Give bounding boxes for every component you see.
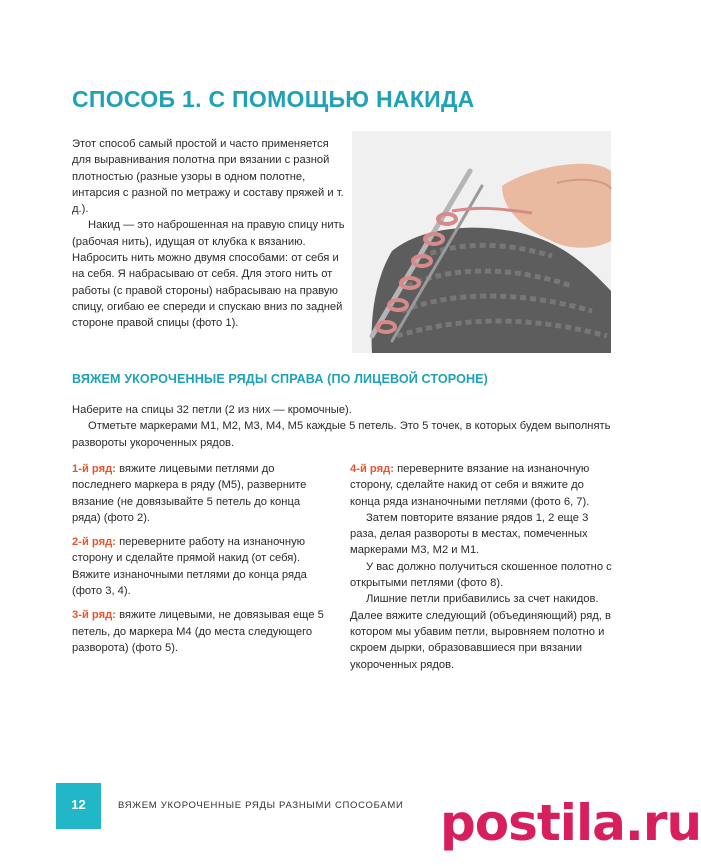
- row-instruction-2: [72, 534, 328, 599]
- intro-paragraph-1: Этот способ самый простой и часто применяется для выравнивания полотна при вязании с разной плотностью (разные узоры в одном полотне, интарсия с разной по метражу и составу пряжей и т. д.).: [72, 138, 344, 216]
- running-footer: ВЯЖЕМ УКОРОЧЕННЫЕ РЯДЫ РАЗНЫМИ СПОСОБАМИ: [118, 800, 404, 811]
- row-label: 4-й ряд:: [350, 463, 394, 475]
- right-paragraph-3: Лишние петли прибавились за счет накидов. Далее вяжите следующий (объединяющий) ряд, в котором мы убавим петли, выровняем полотно и скроем дырки, образовавшиеся при вязании укороченных рядов.: [350, 593, 611, 671]
- right-paragraph-2: У вас должно получиться скошенное полотно с открытыми петлями (фото 8).: [350, 560, 612, 590]
- row-label: 2-й ряд:: [72, 536, 116, 549]
- intro-paragraph-2: Накид — это наброшенная на правую спицу нить (рабочая нить), идущая от клубка к вязанию. Набросить нить можно двумя способами: от себя и на себя. Я набрасываю от себя. Для этого нить от работы (с правой стороны) набрасываю на правую спицу, огибаю ее спереди и спускаю вниз по задней стороне правой спицы (фото 1).: [72, 219, 345, 330]
- knitting-photo: [352, 131, 611, 353]
- row-text: вяжите лицевыми петлями до последнего маркера в ряду (М5), разверните вязание (не довязывайте 5 петель до конца ряда) (фото 2).: [72, 463, 307, 524]
- row-instruction-3: [72, 607, 328, 656]
- knitting-illustration: [352, 131, 611, 353]
- lead-text: [72, 402, 612, 451]
- watermark-logo: postila.ru: [440, 794, 701, 852]
- lead-paragraph-1: Наберите на спицы 32 петли (2 из них — кромочные).: [72, 404, 352, 416]
- lead-paragraph-2: Отметьте маркерами М1, М2, М3, М4, М5 каждые 5 петель. Это 5 точек, в которых будем выполнять развороты укороченных рядов.: [72, 420, 611, 449]
- row-text: переверните вязание на изнаночную сторону, сделайте накид от себя и вяжите до конца ряда изнаночными петлями (фото 6, 7).: [350, 463, 590, 508]
- right-paragraph-1: Затем повторите вязание рядов 1, 2 еще 3 раза, делая развороты в местах, помеченных маркерами М3, М2 и М1.: [350, 511, 589, 557]
- left-column: [72, 461, 328, 664]
- right-column: [350, 461, 612, 673]
- page-number-box: [56, 783, 101, 829]
- row-instruction-4: [350, 461, 612, 510]
- row-text: вяжите лицевыми, не довязывая еще 5 петель, до маркера М4 (до места следующего разворота) (фото 5).: [72, 609, 324, 654]
- page-number: 12: [71, 797, 86, 812]
- intro-text: [72, 136, 348, 332]
- page-title: СПОСОБ 1. С ПОМОЩЬЮ НАКИДА: [72, 86, 475, 112]
- section-heading: ВЯЖЕМ УКОРОЧЕННЫЕ РЯДЫ СПРАВА (ПО ЛИЦЕВОЙ СТОРОНЕ): [72, 372, 488, 386]
- row-label: 1-й ряд:: [72, 463, 116, 475]
- row-instruction-1: [72, 461, 328, 526]
- row-label: 3-й ряд:: [72, 609, 116, 622]
- row-text: переверните работу на изнаночную сторону и сделайте прямой накид (от себя). Вяжите изнаночными петлями до конца ряда (фото 3, 4).: [72, 536, 307, 598]
